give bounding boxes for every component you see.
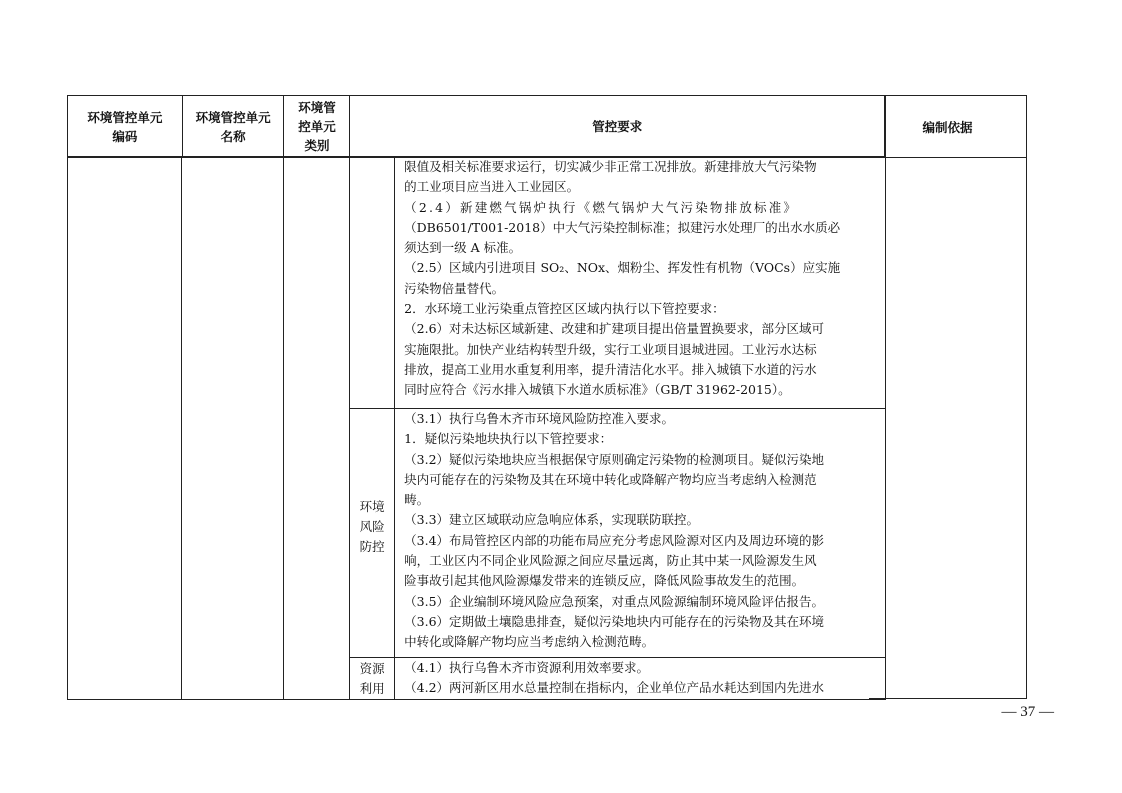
req-line: 中转化或降解产物均应当考虑纳入检测范畴。	[404, 634, 655, 650]
requirements-section-pollution	[350, 157, 885, 408]
header-unit-category: 环境管 控单元 类别	[284, 96, 350, 158]
header-control-requirements: 管控要求	[350, 96, 884, 158]
req-line: （2.4）新建燃气锅炉执行《燃气锅炉大气污染物排放标准》	[404, 199, 799, 215]
req-line: 污染物倍量替代。	[404, 280, 505, 296]
req-line: （3.1）执行乌鲁木齐市环境风险防控准入要求。	[404, 411, 675, 426]
req-line: 限值及相关标准要求运行，切实减少非正常工况排放。新建排放大气污染物	[404, 159, 817, 174]
cell-requirements	[350, 157, 886, 700]
category-label-resource: 资源 利用	[359, 661, 385, 696]
req-line: 同时应符合《污水排入城镇下水道水质标准》（GB/T 31962-2015）。	[404, 382, 791, 398]
req-line: （3.6）定期做土壤隐患排查，疑似污染地块内可能存在的污染物及其在环境	[404, 613, 825, 629]
table-header-row	[68, 96, 886, 158]
req-line: 畴。	[404, 492, 430, 508]
req-line: 须达到一级 A 标准。	[404, 240, 522, 256]
req-line: （4.1）执行乌鲁木齐市资源利用效率要求。	[404, 660, 650, 675]
req-line: 1．疑似污染地块执行以下管控要求：	[404, 431, 613, 447]
header-basis-label: 编制依据	[869, 96, 1026, 158]
requirements-section-risk	[350, 408, 885, 657]
req-line: 的工业项目应当进入工业园区。	[404, 179, 580, 195]
cell-unit-code	[68, 157, 182, 700]
req-line: （DB6501/T001-2018）中大气污染控制标准；拟建污水处理厂的出水水质必	[404, 219, 841, 235]
req-line: （4.2）两河新区用水总量控制在指标内，企业单位产品水耗达到国内先进水	[404, 680, 825, 696]
req-line: 险事故引起其他风险源爆发带来的连锁反应，降低风险事故发生的范围。	[404, 573, 805, 589]
page-number: — 37 —	[1001, 704, 1054, 720]
req-line: 排放，提高工业用水重复利用率，提升清洁化水平。排入城镇下水道的污水	[404, 361, 817, 377]
req-line: 2．水环境工业污染重点管控区区域内执行以下管控要求：	[404, 301, 725, 317]
req-line: （3.4）布局管控区内部的功能布局应充分考虑风险源对区内及周边环境的影	[404, 532, 825, 548]
cell-unit-category	[283, 157, 349, 700]
req-line: （3.5）企业编制环境风险应急预案，对重点风险源编制环境风险评估报告。	[404, 593, 825, 609]
table-row	[68, 157, 886, 700]
req-line: 响，工业区内不同企业风险源之间应尽量远离，防止其中某一风险源发生风	[404, 553, 817, 569]
req-line: 块内可能存在的污染物及其在环境中转化或降解产物均应当考虑纳入检测范	[404, 471, 817, 487]
header-unit-code: 环境管控单元 编码	[68, 96, 183, 158]
header-unit-name: 环境管控单元 名称	[182, 96, 284, 158]
table-body	[67, 156, 886, 700]
control-requirements-table	[67, 95, 886, 158]
req-line: （3.3）建立区域联动应急响应体系，实现联防联控。	[404, 512, 700, 528]
basis-column	[869, 95, 1027, 699]
requirements-section-resource	[350, 657, 885, 699]
req-line: 实施限批。加快产业结构转型升级，实行工业项目退城进园。工业污水达标	[404, 341, 817, 357]
req-line: （2.6）对未达标区域新建、改建和扩建项目提出倍量置换要求，部分区域可	[404, 321, 825, 337]
cell-unit-name	[182, 157, 284, 700]
req-line: （2.5）区域内引进项目 SO₂、NOx、烟粉尘、挥发性有机物（VOCs）应实施	[404, 260, 841, 276]
req-line: （3.2）疑似污染地块应当根据保守原则确定污染物的检测项目。疑似污染地	[404, 451, 825, 467]
category-label-risk: 环境 风险 防控	[359, 499, 385, 554]
